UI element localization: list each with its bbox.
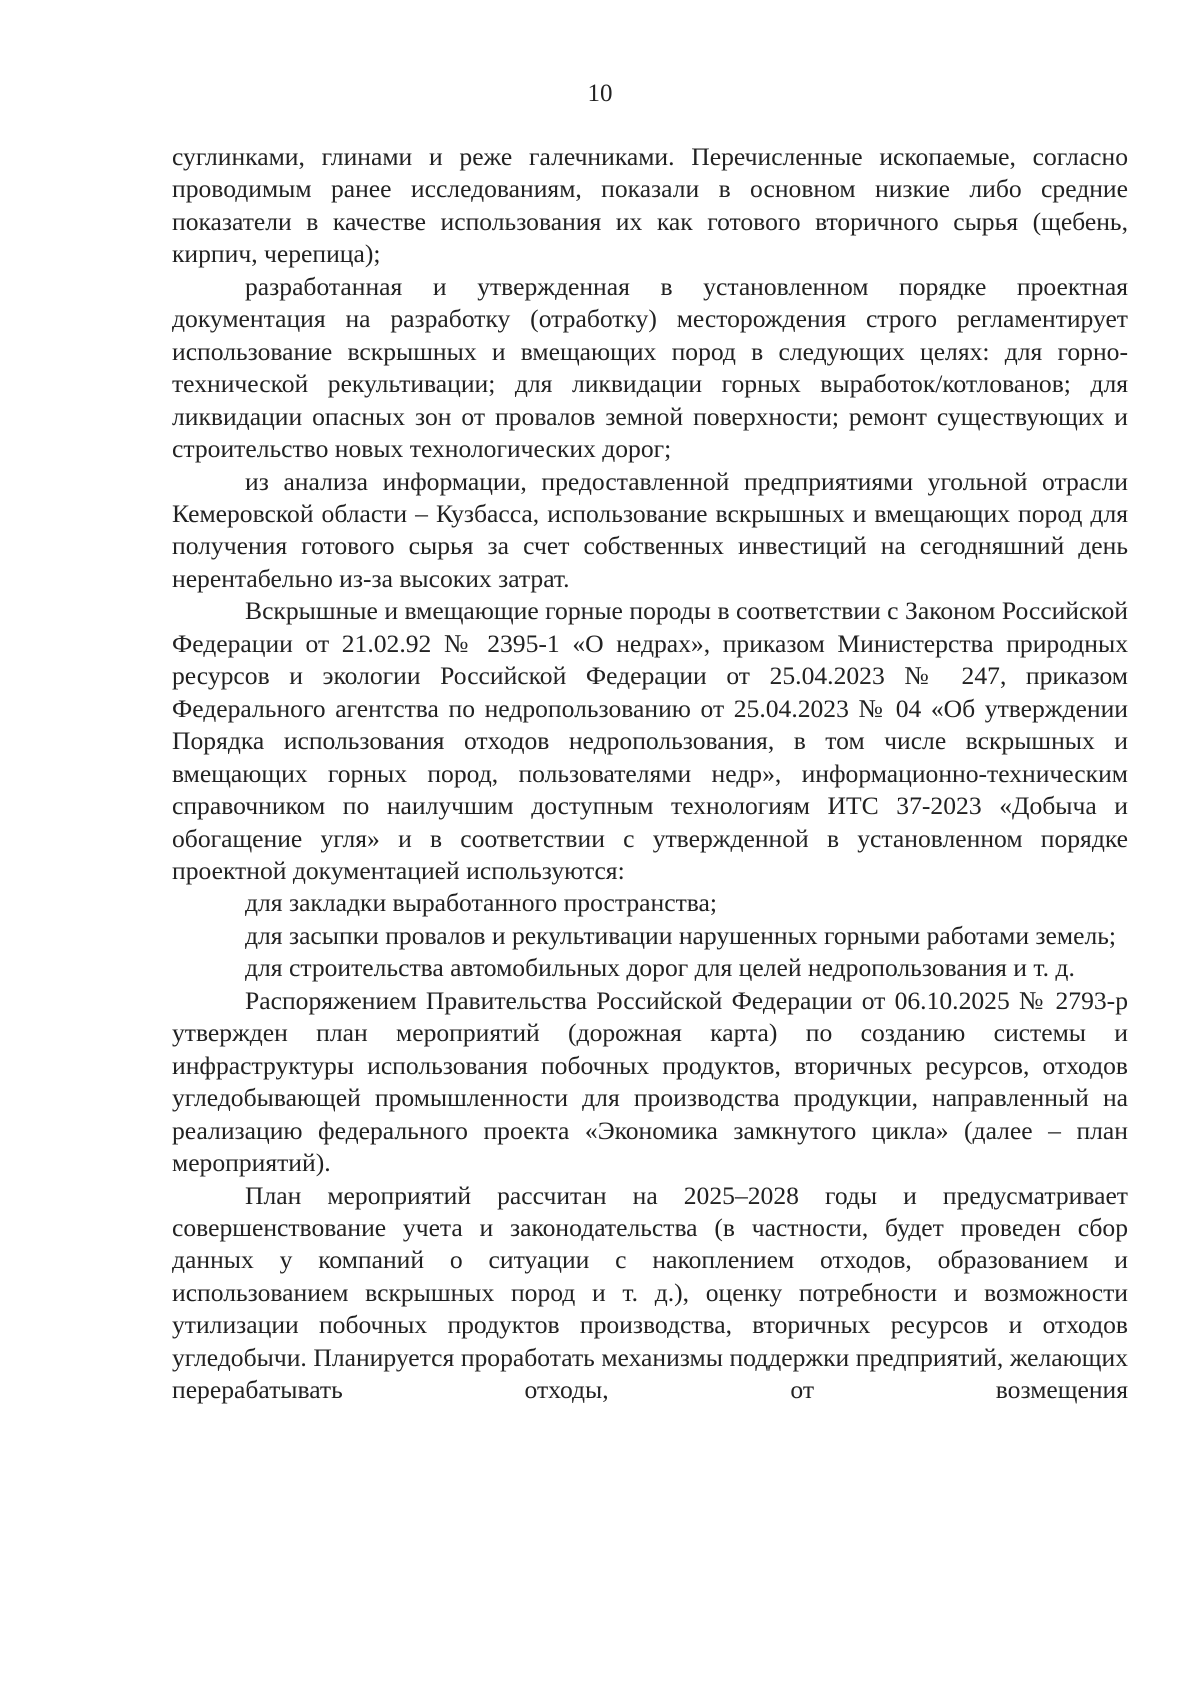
list-item-2: для засыпки провалов и рекультивации нарушенных горными работами земель; bbox=[245, 920, 1116, 950]
paragraph-2: разработанная и утвержденная в установленном порядке проектная документация на разработку (отработку) месторождения строго регламентирует использование вскрышных и вмещающих пород в следующих целях: для горно-технической рекультивации; для ликвидации горных выработок/котлованов; для ликвидации опасных зон от провалов земной поверхности; ремонт существующих и строительство новых технологических дорог; bbox=[172, 271, 1128, 464]
paragraph-1: суглинками, глинами и реже галечниками. Перечисленные ископаемые, согласно проводимым ранее исследованиям, показали в основном низкие либо средние показатели в качестве использования их как готового вторичного сырья (щебень, кирпич, черепица); bbox=[172, 142, 1128, 269]
paragraph-5: Распоряжением Правительства Российской Федерации от 06.10.2025 № 2793-р утвержден план мероприятий (дорожная карта) по созданию системы и инфраструктуры использования побочных продуктов, вторичных ресурсов, отходов угледобывающей промышленности для производства продукции, направленный на реализацию федерального проекта «Экономика замкнутого цикла» (далее – план мероприятий). bbox=[172, 985, 1128, 1178]
body-text bbox=[172, 141, 1128, 1407]
page-number: 10 bbox=[587, 80, 613, 107]
paragraph-4: Вскрышные и вмещающие горные породы в соответствии с Законом Российской Федерации от 21.02.92 № 2395-1 «О недрах», приказом Министерства природных ресурсов и экологии Российской Федерации от 25.04.2023 № 247, приказом Федерального агентства по недропользованию от 25.04.2023 № 04 «Об утверждении Порядка использования отходов недропользования, в том числе вскрышных и вмещающих горных пород, пользователями недр», информационно-техническим справочником по наилучшим доступным технологиям ИТС 37-2023 «Добыча и обогащение угля» и в соответствии с утвержденной в установленном порядке проектной документацией используются: bbox=[172, 596, 1128, 885]
paragraph-3: из анализа информации, предоставленной предприятиями угольной отрасли Кемеровской области – Кузбасса, использование вскрышных и вмещающих пород для получения готового сырья за счет собственных инвестиций на сегодняшний день нерентабельно из-за высоких затрат. bbox=[172, 466, 1128, 593]
paragraph-6: План мероприятий рассчитан на 2025–2028 годы и предусматривает совершенствование учета и законодательства (в частности, будет проведен сбор данных у компаний о ситуации с накоплением отходов, образованием и использованием вскрышных пород и т. д.), оценку потребности и возможности утилизации побочных продуктов производства, вторичных ресурсов и отходов угледобычи. Планируется проработать механизмы поддержки предприятий, желающих перерабатывать отходы, от возмещения bbox=[172, 1180, 1128, 1405]
list-item-3: для строительства автомобильных дорог для целей недропользования и т. д. bbox=[245, 953, 1075, 983]
list-item-1: для закладки выработанного пространства; bbox=[245, 888, 717, 918]
